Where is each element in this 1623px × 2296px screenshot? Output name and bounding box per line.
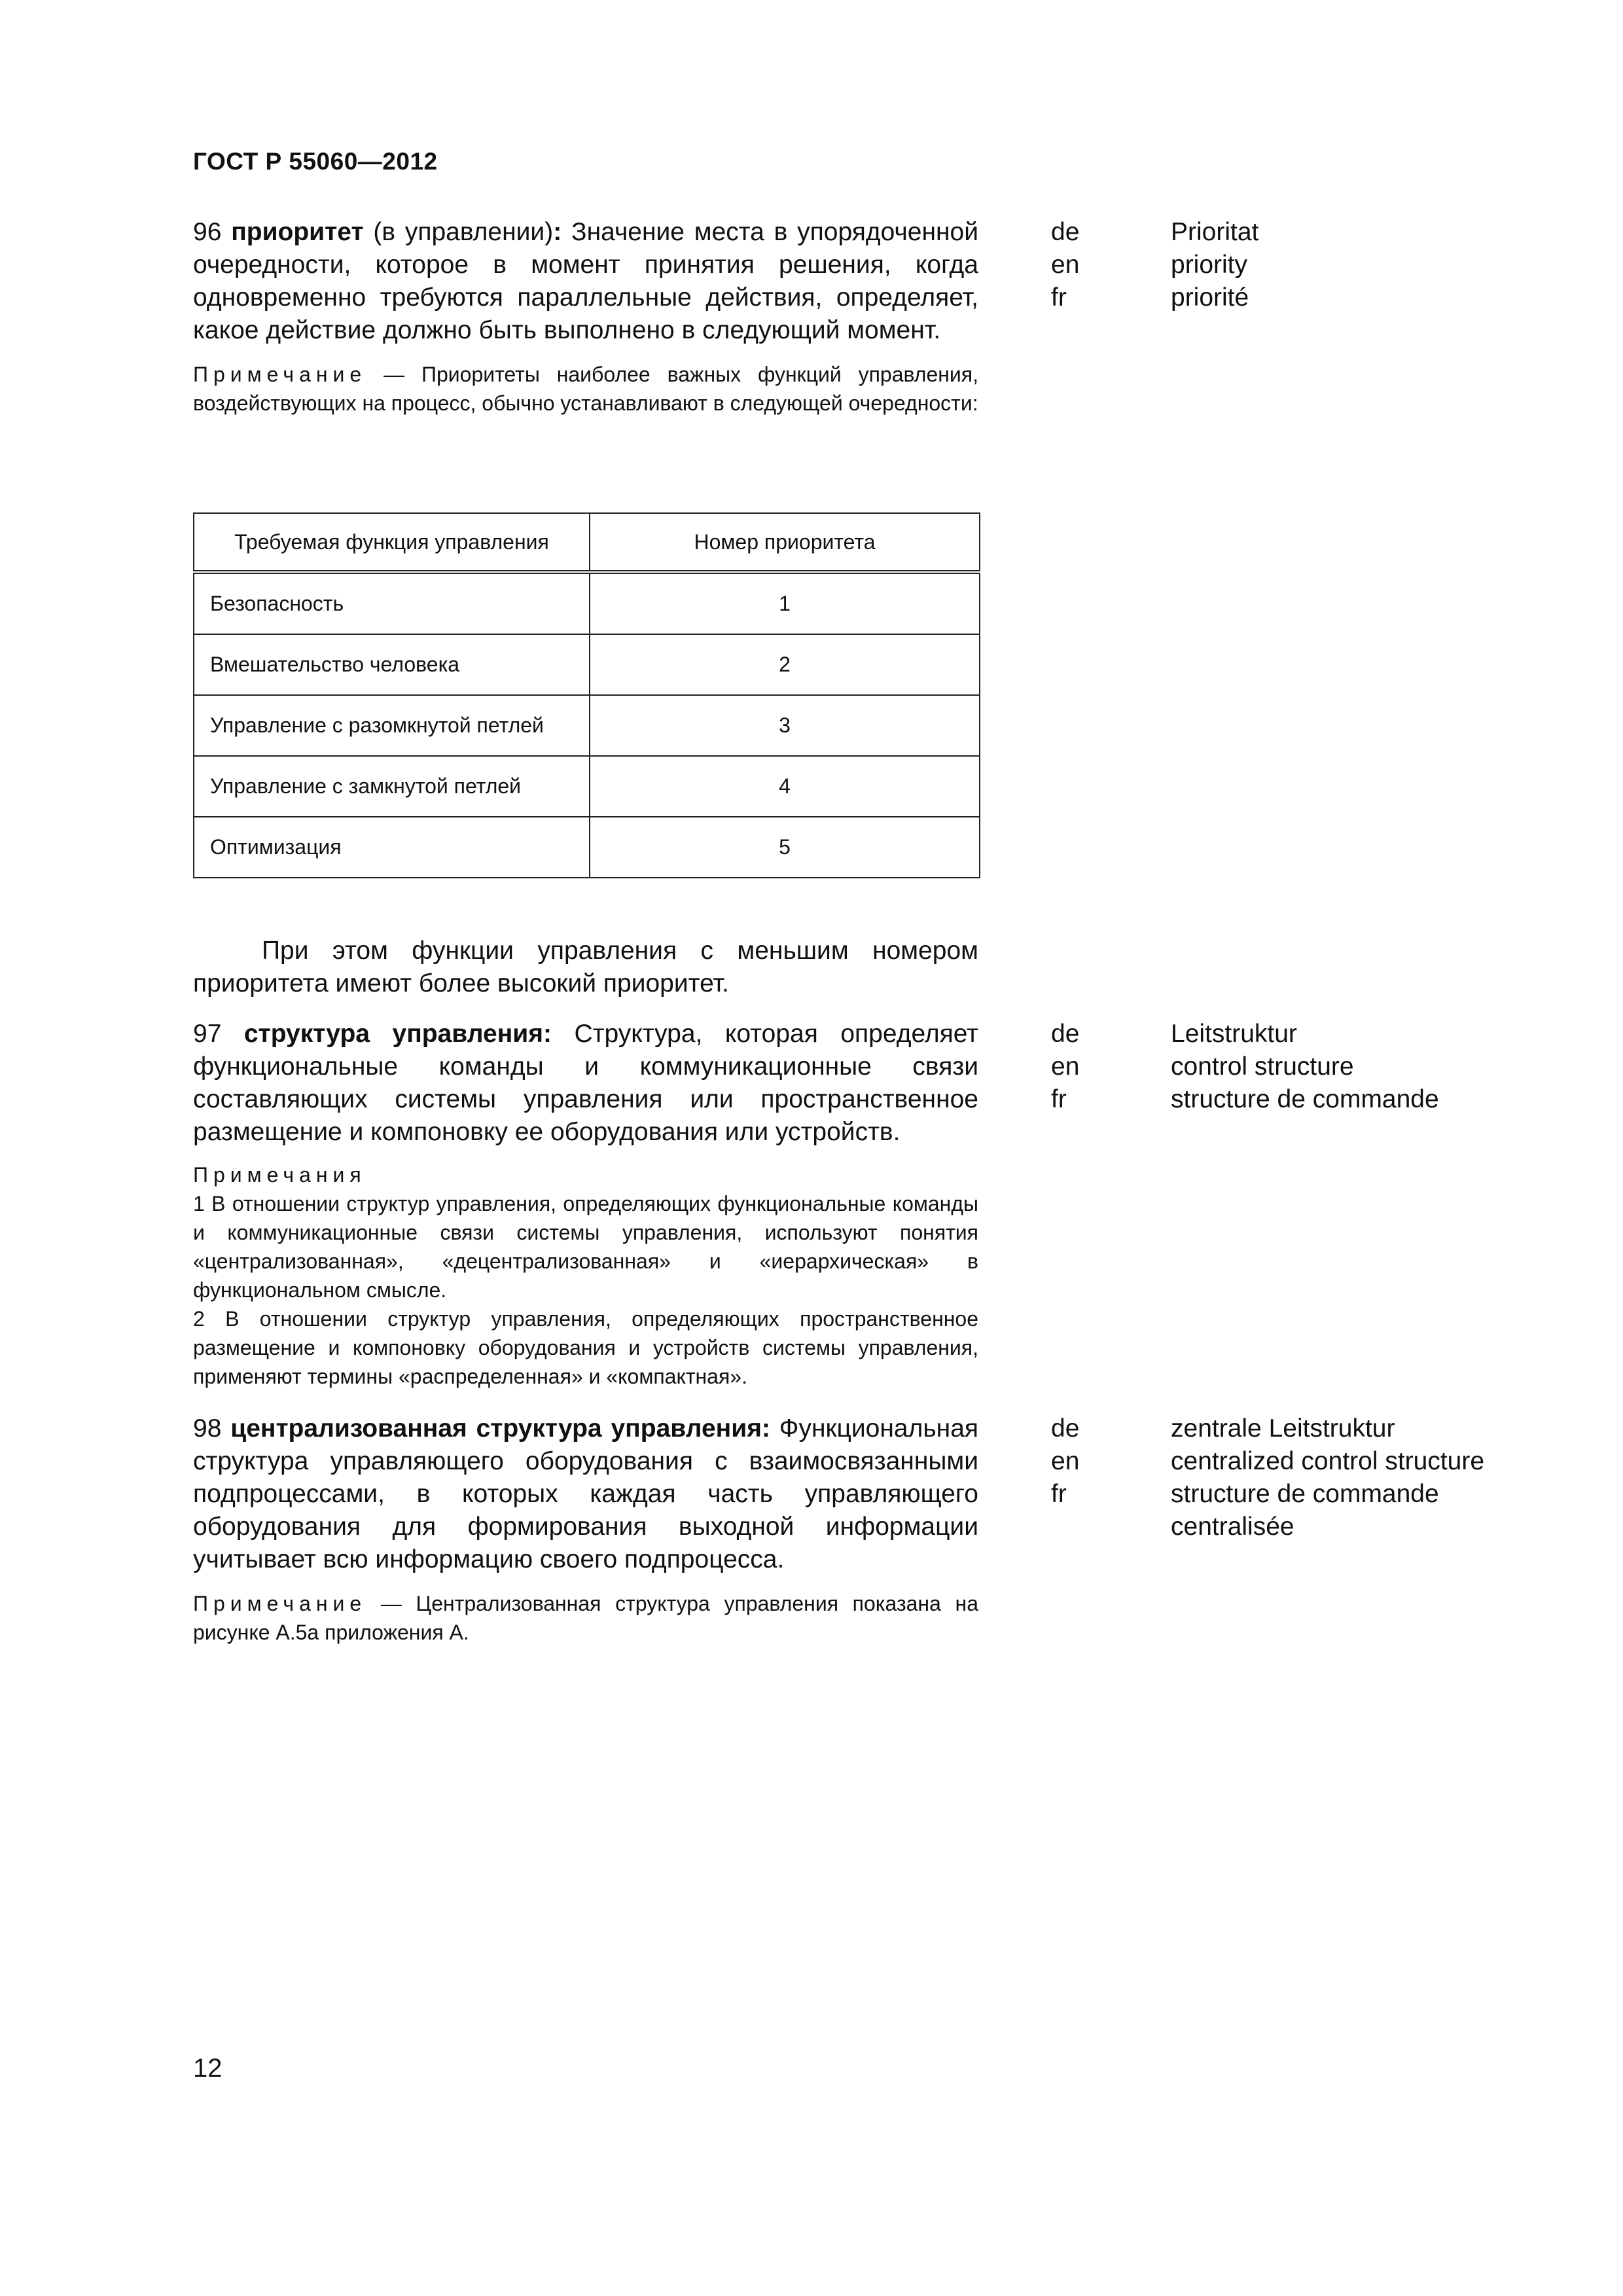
note-text: — Приоритеты наиболее важных функций управления, воздействующих на процесс, обычно устанавливают в следующей очередности: [193, 363, 979, 415]
entry-97-equivalents [1171, 1018, 1603, 1116]
definition-text: Значение места в упорядоченной очередности, которое в момент принятия решения, когда одновременно требуются параллельные действия, определяет, какое действие должно быть выполнено в следующий момент. [193, 218, 978, 344]
notes-label: Примечания [193, 1163, 366, 1187]
table-row [194, 756, 980, 817]
entry-98-definition [193, 1412, 978, 1576]
lang-code: en [1051, 251, 1080, 279]
table-row [194, 634, 980, 695]
entry-term: централизованная структура управления: [230, 1414, 770, 1443]
entry-96-langs [1051, 216, 1079, 314]
equivalent-term: Prioritat [1171, 218, 1259, 246]
entry-98-langs [1051, 1412, 1079, 1511]
page-number: 12 [193, 2054, 223, 2083]
equivalent-term: centralisée [1171, 1513, 1294, 1541]
equivalent-term: zentrale Leitstruktur [1171, 1414, 1395, 1443]
equivalent-term: Leitstruktur [1171, 1020, 1297, 1048]
term-colon: : [553, 218, 562, 246]
equivalent-term: centralized control structure [1171, 1447, 1485, 1475]
entry-term: структура управления: [243, 1020, 552, 1048]
definition-text: Функциональная структура управляющего оборудования с взаимосвязанными подпроцессами, в которых каждая часть управляющего оборудования для формирования выходной информации учитывает всю информацию своего подпроцесса. [193, 1414, 979, 1573]
equivalent-term: control structure [1171, 1052, 1354, 1081]
equivalent-term: structure de commande [1171, 1085, 1439, 1113]
entry-term: приоритет [231, 218, 364, 246]
lang-code: fr [1051, 1085, 1067, 1113]
entry-96-equivalents [1171, 216, 1603, 314]
entry-97 [193, 1018, 978, 1391]
table-cell: 2 [590, 634, 980, 695]
entry-96-note [193, 360, 978, 418]
equivalent-term: priorité [1171, 283, 1249, 312]
entry-qualifier: (в управлении) [373, 218, 554, 246]
document-header: ГОСТ Р 55060—2012 [193, 148, 438, 175]
table-cell: Безопасность [194, 572, 590, 634]
lang-code: de [1051, 1414, 1080, 1443]
entry-number: 97 [193, 1020, 222, 1048]
table-cell: 1 [590, 572, 980, 634]
table-cell: 4 [590, 756, 980, 817]
after-table-paragraph [193, 935, 978, 1000]
table-cell: Оптимизация [194, 817, 590, 878]
definition-text: Структура, которая определяет функциональные команды и коммуникационные связи составляющих системы управления или пространственное размещение и компоновку ее оборудования или устройств. [193, 1020, 978, 1146]
table-header: Требуемая функция управления [194, 513, 590, 572]
after-table-text: При этом функции управления с меньшим номером приоритета имеют более высокий приоритет. [193, 937, 978, 997]
lang-code: de [1051, 1020, 1080, 1048]
entry-98 [193, 1412, 978, 1647]
priority-table [193, 512, 980, 878]
table-header-row [194, 513, 980, 572]
table-cell: Управление с разомкнутой петлей [194, 695, 590, 756]
note-label: Примечание [193, 363, 367, 386]
entry-97-langs [1051, 1018, 1079, 1116]
entry-98-equivalents [1171, 1412, 1603, 1543]
entry-97-definition [193, 1018, 978, 1149]
note-text: — Централизованная структура управления показана на рисунке А.5а приложения А. [193, 1592, 979, 1644]
equivalent-term: structure de commande [1171, 1480, 1439, 1508]
entry-98-note [193, 1589, 978, 1647]
table-row [194, 572, 980, 634]
table-header: Номер приоритета [590, 513, 980, 572]
lang-code: en [1051, 1052, 1080, 1081]
note-label: Примечание [193, 1592, 367, 1615]
table-cell: Вмешательство человека [194, 634, 590, 695]
entry-number: 96 [193, 218, 222, 246]
table-cell: 3 [590, 695, 980, 756]
table-row [194, 695, 980, 756]
entry-number: 98 [193, 1414, 222, 1443]
lang-code: fr [1051, 283, 1067, 312]
table-cell: Управление с замкнутой петлей [194, 756, 590, 817]
lang-code: fr [1051, 1480, 1067, 1508]
entry-96-definition [193, 216, 978, 347]
equivalent-term: priority [1171, 251, 1248, 279]
lang-code: en [1051, 1447, 1080, 1475]
table-cell: 5 [590, 817, 980, 878]
lang-code: de [1051, 218, 1080, 246]
note-item: 1 В отношении структур управления, определяющих функциональные команды и коммуникационные связи системы управления, используют понятия «централизованная», «децентрализованная» и «иерархическая» в функциональном смысле. [193, 1192, 978, 1302]
entry-96 [193, 216, 978, 418]
note-item: 2 В отношении структур управления, определяющих пространственное размещение и компоновку оборудования и устройств системы управления, применяют термины «распределенная» и «компактная». [193, 1307, 978, 1388]
table-row [194, 817, 980, 878]
